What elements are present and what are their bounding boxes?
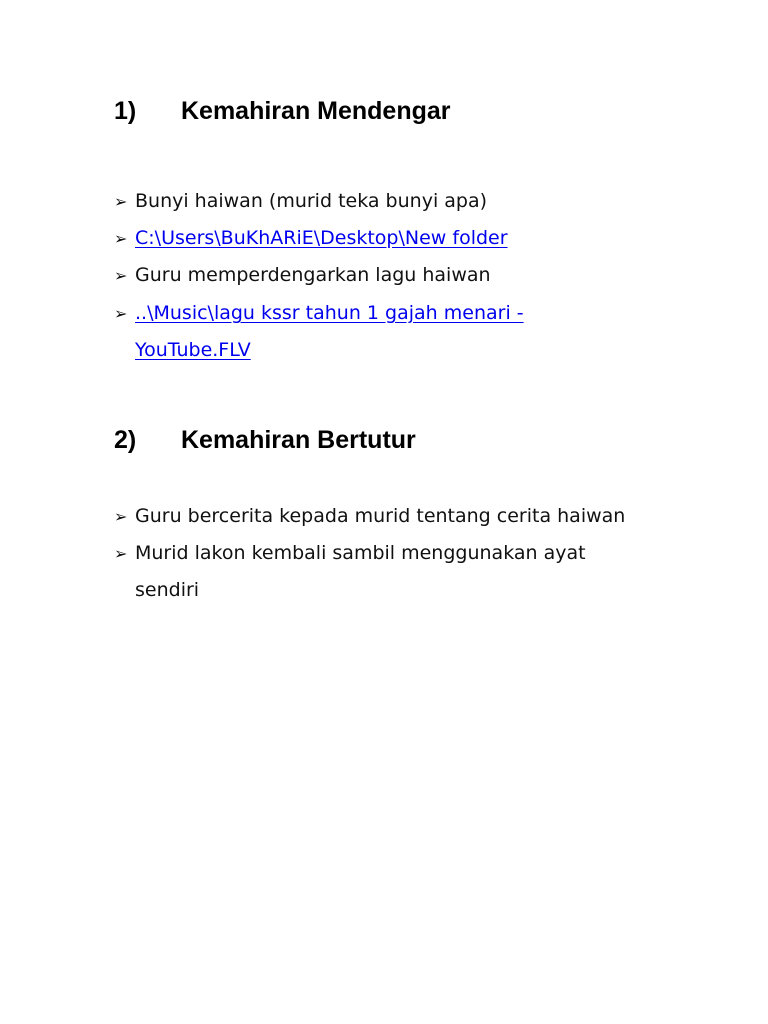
list-item [114,295,734,369]
arrow-bullet-icon: ➢ [114,229,128,248]
section-2-title: Kemahiran Bertutur [181,426,416,454]
desktop-folder-link[interactable]: C:\Users\BuKhARiE\Desktop\New folder [135,227,508,249]
list-item-text: Bunyi haiwan (murid teka bunyi apa) [135,190,488,212]
arrow-bullet-icon: ➢ [114,544,128,563]
arrow-bullet-icon: ➢ [114,192,128,211]
list-item [114,535,734,609]
list-item-text: Guru bercerita kepada murid tentang cerita haiwan [135,505,626,527]
section-1-number: 1) [114,97,137,125]
music-video-link-continued[interactable]: YouTube.FLV [135,339,251,361]
list-item-text: Murid lakon kembali sambil menggunakan ayat [135,542,586,564]
list-item [114,257,734,294]
arrow-bullet-icon: ➢ [114,507,128,526]
section-1-title: Kemahiran Mendengar [181,97,451,125]
list-item [114,220,734,257]
section-2-number: 2) [114,426,137,454]
list-item [114,183,734,220]
arrow-bullet-icon: ➢ [114,266,128,285]
list-item-text-continued: sendiri [135,579,200,601]
list-item-text: Guru memperdengarkan lagu haiwan [135,264,491,286]
music-video-link[interactable]: ..\Music\lagu kssr tahun 1 gajah menari - [135,302,524,324]
arrow-bullet-icon: ➢ [114,304,128,323]
list-item [114,498,734,535]
